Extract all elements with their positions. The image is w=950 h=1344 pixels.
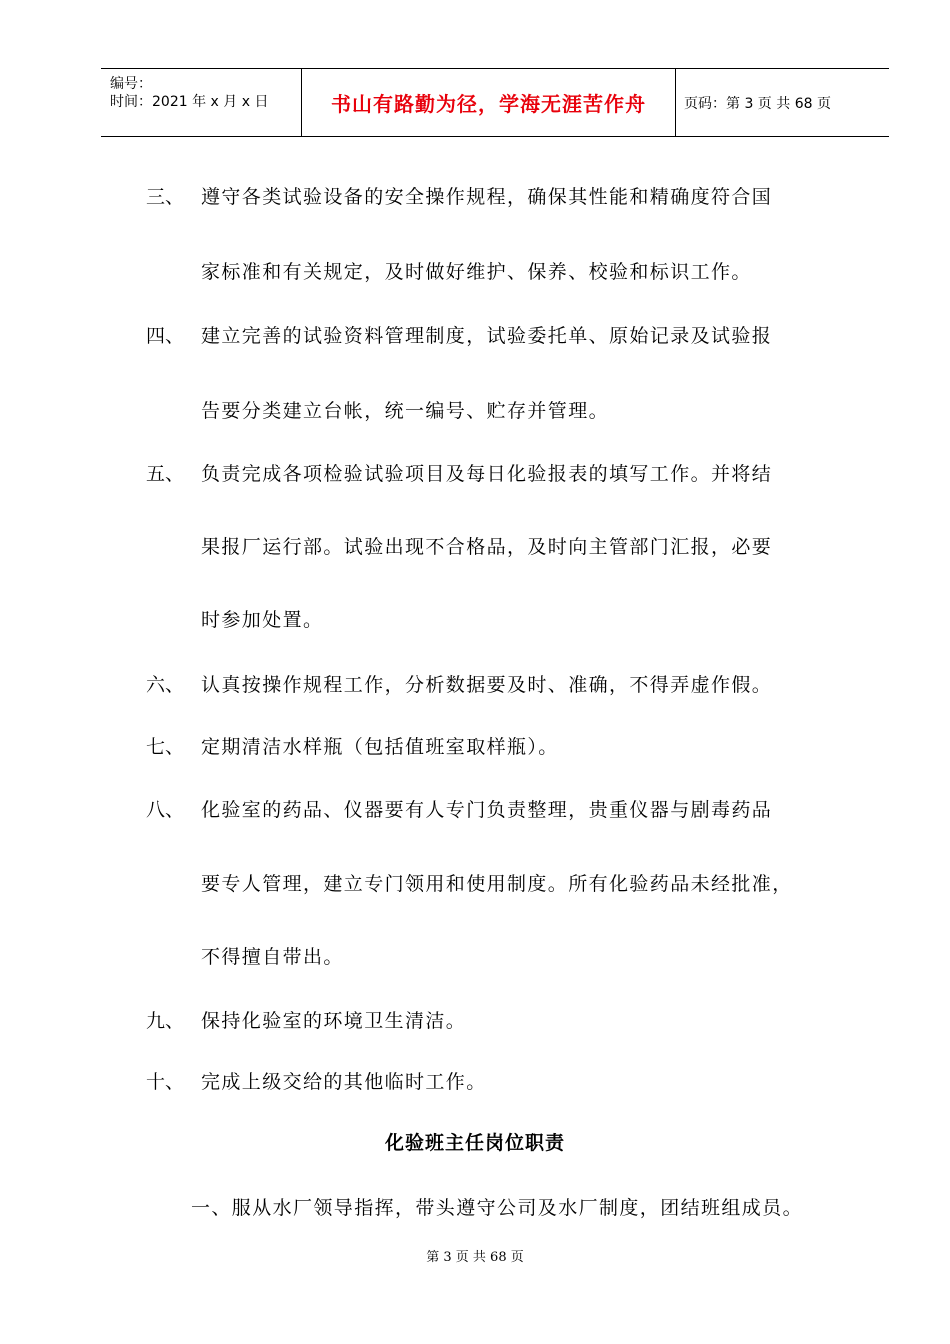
header-page-label: 页码：第 3 页 共 68 页 (684, 95, 831, 112)
item-line: 负责完成各项检验试验项目及每日化验报表的填写工作。并将结 (201, 463, 773, 485)
item-line: 建立完善的试验资料管理制度，试验委托单、原始记录及试验报 (201, 325, 773, 347)
header-number-label: 编号： (110, 76, 152, 92)
page-footer: 第 3 页 共 68 页 (426, 1250, 524, 1265)
header-time-label: 时间：2021 年 x 月 x 日 (110, 94, 269, 110)
item-line: 告要分类建立台帐，统一编号、贮存并管理。 (201, 400, 610, 422)
item-number: 三、 (146, 186, 185, 208)
item-number: 八、 (146, 799, 185, 821)
item-line: 家标准和有关规定，及时做好维护、保养、校验和标识工作。 (201, 261, 752, 283)
item-number: 七、 (146, 736, 185, 758)
item-number: 四、 (146, 325, 185, 347)
item-line: 时参加处置。 (201, 609, 324, 631)
item-line: 遵守各类试验设备的安全操作规程，确保其性能和精确度符合国 (201, 186, 773, 208)
item-line: 果报厂运行部。试验出现不合格品，及时向主管部门汇报，必要 (201, 536, 773, 558)
section-title: 化验班主任岗位职责 (384, 1132, 565, 1154)
item-line: 要专人管理，建立专门领用和使用制度。所有化验药品未经批准， (201, 873, 793, 895)
page-header (101, 68, 889, 137)
item-line: 认真按操作规程工作，分析数据要及时、准确，不得弄虚作假。 (201, 674, 773, 696)
header-meta (101, 69, 302, 136)
item-line: 保持化验室的环境卫生清洁。 (201, 1010, 467, 1032)
item-line: 化验室的药品、仪器要有人专门负责整理，贵重仪器与剧毒药品 (201, 799, 773, 821)
item-number: 六、 (146, 674, 185, 696)
item-line: 定期清洁水样瓶（包括值班室取样瓶）。 (201, 736, 559, 758)
item-line: 完成上级交给的其他临时工作。 (201, 1071, 487, 1093)
header-motto: 书山有路勤为径，学海无涯苦作舟 (302, 69, 676, 136)
item-line: 不得擅自带出。 (201, 946, 344, 968)
item-number: 九、 (146, 1010, 185, 1032)
item-number: 五、 (146, 463, 185, 485)
section-first-line: 一、服从水厂领导指挥，带头遵守公司及水厂制度，团结班组成员。 (191, 1197, 804, 1219)
item-number: 十、 (146, 1071, 185, 1093)
